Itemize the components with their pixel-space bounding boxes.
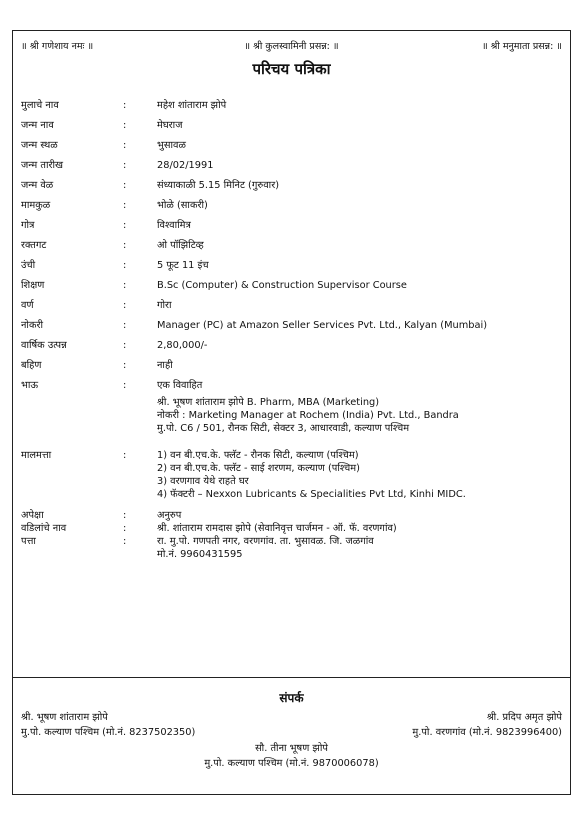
- page-title: परिचय पत्रिका: [252, 60, 331, 78]
- detail-value: [157, 319, 564, 332]
- detail-row: [21, 139, 564, 152]
- detail-value-line: संध्याकाळी 5.15 मिनिट (गुरुवार): [157, 180, 280, 191]
- detail-label: अपेक्षा: [21, 510, 44, 521]
- contact-title: संपर्क: [279, 691, 304, 705]
- detail-value-line: नाही: [157, 360, 173, 371]
- contact-left: [21, 710, 195, 740]
- detail-value-line: B.Sc (Computer) & Construction Supervisor Course: [157, 280, 407, 291]
- detail-colon: :: [123, 450, 127, 461]
- contact-section: [13, 683, 570, 791]
- detail-colon: :: [123, 340, 127, 351]
- detail-label: पत्ता: [21, 536, 36, 547]
- detail-label: जन्म वेळ: [21, 180, 54, 191]
- detail-value-line: भुसावळ: [157, 140, 186, 151]
- detail-label: वडिलांचे नाव: [21, 523, 67, 534]
- detail-value: [157, 259, 564, 272]
- introduction-card: [12, 30, 571, 795]
- detail-value: [157, 535, 564, 561]
- detail-colon: :: [123, 160, 127, 171]
- detail-value-line: मेघराज: [157, 120, 183, 131]
- detail-label: जन्म तारीख: [21, 160, 64, 171]
- detail-colon: :: [123, 360, 127, 371]
- detail-colon: :: [123, 220, 127, 231]
- detail-colon: :: [123, 510, 127, 521]
- detail-value: [157, 359, 564, 372]
- detail-value-line: 2) वन बी.एच.के. फ्लॅट - साई शरणम, कल्याण (पश्चिम): [157, 463, 360, 474]
- divider: [13, 677, 570, 678]
- contact-center: [13, 741, 570, 771]
- invocation-ganesh: ॥ श्री गणेशाय नमः ॥: [21, 41, 94, 52]
- detail-label: रक्तगट: [21, 240, 47, 251]
- detail-row: [21, 179, 564, 192]
- detail-colon: :: [123, 523, 127, 534]
- detail-colon: :: [123, 180, 127, 191]
- detail-value-line: मो.नं. 9960431595: [157, 549, 243, 560]
- detail-row: [21, 259, 564, 272]
- detail-row: [21, 319, 564, 332]
- detail-colon: :: [123, 240, 127, 251]
- detail-row: [21, 299, 564, 312]
- detail-value-line: 28/02/1991: [157, 160, 214, 171]
- detail-value: [157, 279, 564, 292]
- detail-value: [157, 379, 564, 392]
- detail-value-line: 3) वरणगाव येथे राहते घर: [157, 476, 249, 487]
- detail-label: मालमत्ता: [21, 450, 52, 461]
- invocation-kulswamini: ॥ श्री कुलस्वामिनी प्रसन्न: ॥: [244, 41, 339, 52]
- detail-label: शिक्षण: [21, 280, 45, 291]
- detail-label: जन्म स्थळ: [21, 140, 58, 151]
- detail-label: भाऊ: [21, 380, 39, 391]
- detail-value-line: Manager (PC) at Amazon Seller Services Pvt. Ltd., Kalyan (Mumbai): [157, 320, 488, 331]
- detail-value-line: रा. मु.पो. गणपती नगर, वरणगांव. ता. भुसावळ. जि. जळगांव: [157, 536, 374, 547]
- detail-row: [21, 509, 564, 522]
- contact-right: [412, 710, 562, 740]
- detail-label: मामकुळ: [21, 200, 51, 211]
- detail-value: [157, 339, 564, 352]
- invocation-manumata: ॥ श्री मनुमाता प्रसन्न: ॥: [481, 41, 562, 52]
- detail-value: [157, 449, 564, 501]
- detail-value-line: गोरा: [157, 300, 172, 311]
- detail-label: वर्ण: [21, 300, 34, 311]
- detail-value-line: एक विवाहित: [157, 380, 203, 391]
- invocation-line: [13, 39, 570, 55]
- detail-row: [21, 219, 564, 232]
- detail-value-line: विश्वामित्र: [157, 220, 191, 231]
- detail-row: [21, 279, 564, 292]
- detail-value: [157, 159, 564, 172]
- detail-value: [157, 522, 564, 535]
- detail-value-line: श्री. शांताराम रामदास झोपे (सेवानिवृत्त चार्जमन - ऑ. फॅ. वरणगांव): [157, 523, 397, 534]
- detail-colon: :: [123, 100, 127, 111]
- contact-left-name: श्री. भूषण शांताराम झोपे: [21, 712, 108, 723]
- detail-label: वार्षिक उत्पन्न: [21, 340, 67, 351]
- detail-value: [157, 509, 564, 522]
- detail-row: [21, 379, 564, 392]
- details-list: [21, 99, 564, 561]
- detail-label: बहिण: [21, 360, 42, 371]
- detail-value: [157, 239, 564, 252]
- detail-value-line: भोळे (साकरी): [157, 200, 208, 211]
- detail-row: [21, 119, 564, 132]
- detail-value-line: नोकरी : Marketing Manager at Rochem (India) Pvt. Ltd., Bandra: [157, 410, 459, 421]
- contact-right-name: श्री. प्रदिप अमृत झोपे: [486, 712, 562, 723]
- detail-colon: :: [123, 300, 127, 311]
- detail-colon: :: [123, 380, 127, 391]
- detail-colon: :: [123, 200, 127, 211]
- detail-value-line: 5 फूट 11 इंच: [157, 260, 209, 271]
- detail-value-line: अनुरुप: [157, 510, 182, 521]
- detail-row: [21, 99, 564, 112]
- detail-value: [157, 119, 564, 132]
- detail-value: [157, 219, 564, 232]
- detail-colon: :: [123, 120, 127, 131]
- contact-center-detail: मु.पो. कल्याण पश्चिम (मो.नं. 9870006078): [204, 758, 379, 769]
- detail-row: [21, 239, 564, 252]
- detail-colon: :: [123, 280, 127, 291]
- detail-row: [21, 449, 564, 501]
- detail-value: [157, 396, 564, 435]
- detail-label: मुलाचे नाव: [21, 100, 59, 111]
- detail-colon: :: [123, 140, 127, 151]
- detail-value-line: 1) वन बी.एच.के. फ्लॅट - रौनक सिटी, कल्याण (पश्चिम): [157, 450, 359, 461]
- detail-value: [157, 299, 564, 312]
- detail-value-line: मु.पो. C6 / 501, रौनक सिटी, सेक्टर 3, आधारवाडी, कल्याण पश्चिम: [157, 423, 410, 434]
- detail-value-line: ओ पॉझिटिव्ह: [157, 240, 204, 251]
- detail-row: [21, 339, 564, 352]
- detail-row: [21, 396, 564, 435]
- detail-value-line: महेश शांताराम झोपे: [157, 100, 227, 111]
- detail-row: [21, 159, 564, 172]
- detail-row: [21, 522, 564, 535]
- detail-colon: :: [123, 320, 127, 331]
- contact-center-name: सौ. तीना भूषण झोपे: [255, 743, 328, 754]
- detail-value-line: 4) फॅक्टरी – Nexxon Lubricants & Specialities Pvt Ltd, Kinhi MIDC.: [157, 489, 466, 500]
- detail-value-line: 2,80,000/-: [157, 340, 208, 351]
- detail-value: [157, 139, 564, 152]
- detail-colon: :: [123, 260, 127, 271]
- contact-left-detail: मु.पो. कल्याण पश्चिम (मो.नं. 8237502350): [21, 727, 196, 738]
- detail-label: उंची: [21, 260, 36, 271]
- detail-row: [21, 535, 564, 561]
- detail-colon: :: [123, 536, 127, 547]
- detail-label: जन्म नाव: [21, 120, 54, 131]
- detail-value: [157, 179, 564, 192]
- detail-row: [21, 359, 564, 372]
- detail-row: [21, 199, 564, 212]
- detail-label: गोत्र: [21, 220, 35, 231]
- contact-right-detail: मु.पो. वरणगांव (मो.नं. 9823996400): [412, 727, 562, 738]
- detail-label: नोकरी: [21, 320, 44, 331]
- detail-value: [157, 199, 564, 212]
- detail-value-line: श्री. भूषण शांताराम झोपे B. Pharm, MBA (Marketing): [157, 397, 380, 408]
- detail-value: [157, 99, 564, 112]
